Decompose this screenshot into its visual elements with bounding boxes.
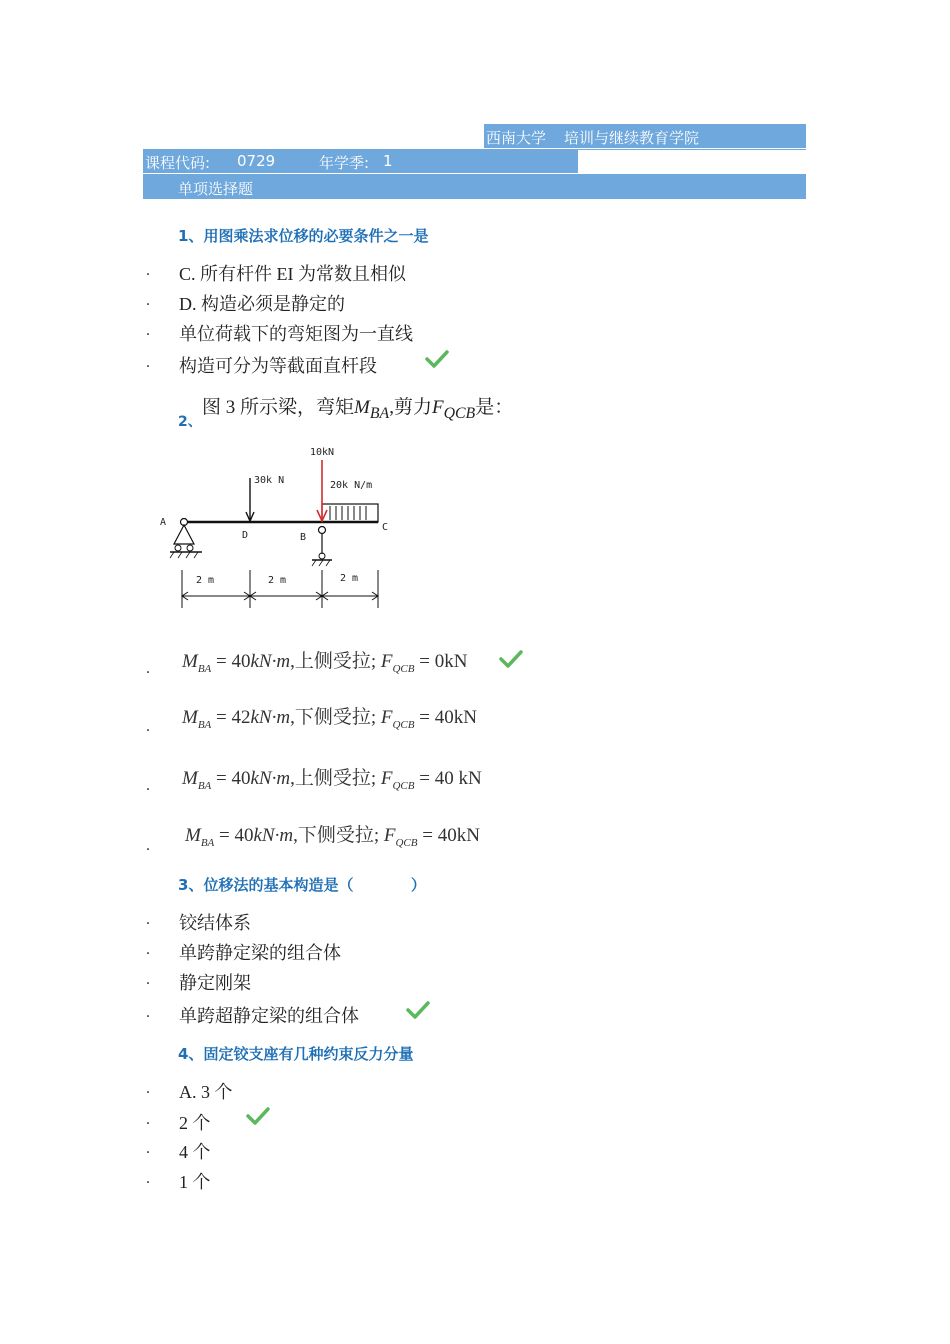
option-bullet: . <box>146 1080 150 1097</box>
q4-option-2[interactable]: 2 个 <box>179 1113 211 1133</box>
moment-unit: kN·m <box>253 825 294 846</box>
moment-unit: kN·m <box>250 768 291 789</box>
option-bullet: . <box>146 718 150 735</box>
q2-option-3[interactable]: $M_{BA} = 40kN\cdot m$,上侧受拉; $F_{QCB} = 40$ kN <box>182 768 482 792</box>
q3-option-4[interactable]: 单跨超静定梁的组合体 <box>179 1006 359 1026</box>
check-icon <box>246 1106 270 1126</box>
q1-option-4[interactable]: 构造可分为等截面直杆段 <box>179 356 377 376</box>
label-B: B <box>300 532 307 543</box>
moment-value: 42 <box>231 707 251 728</box>
label-A: A <box>160 517 167 528</box>
question-1 <box>178 225 428 246</box>
option-bullet: . <box>146 354 150 371</box>
option-bullet: . <box>146 322 150 339</box>
q4-option-3[interactable]: 4 个 <box>179 1142 211 1162</box>
label-D: D <box>242 530 249 541</box>
season: 1 <box>383 152 393 170</box>
shear-value: 40kN <box>437 825 480 846</box>
option-bullet: . <box>146 911 150 928</box>
shear-subscript: QCB <box>443 404 476 422</box>
support-b-pin <box>319 527 326 534</box>
course-code: 0729 <box>237 152 276 170</box>
question-number: 4、 <box>178 1045 204 1063</box>
label-C: C <box>382 522 389 533</box>
institute-name: 培训与继续教育学院 <box>564 129 700 147</box>
question-number: 3、 <box>178 876 204 894</box>
option-bullet: . <box>146 1111 150 1128</box>
header-course-bar <box>143 149 578 173</box>
shear-value: 0kN <box>434 651 468 672</box>
option-bullet: . <box>146 1004 150 1021</box>
shear-value: 40 kN <box>434 768 482 789</box>
school-name: 西南大学 <box>486 129 547 147</box>
q2-option-1[interactable]: $M_{BA} = 40kN\cdot m$,上侧受拉; $F_{QCB} = 0kN$ <box>182 651 468 675</box>
moment-subscript: BA <box>369 404 390 422</box>
question-3 <box>178 874 426 895</box>
tension-side: 下侧受拉 <box>294 707 371 728</box>
header-course-bar-right <box>578 149 806 174</box>
check-icon <box>499 649 523 669</box>
dim-2: 2 m <box>268 575 287 586</box>
label-20kNm: 20k N/m <box>330 480 373 491</box>
question-title: 位移法的基本构造是（ ） <box>203 876 426 894</box>
q4-option-1[interactable]: A. 3 个 <box>179 1082 233 1102</box>
section-title: 单项选择题 <box>178 180 254 198</box>
season-label: 年学季: <box>319 154 370 172</box>
tension-side: 下侧受拉 <box>297 825 374 846</box>
q1-option-3[interactable]: 单位荷载下的弯矩图为一直线 <box>179 324 413 344</box>
tension-side: 上侧受拉 <box>294 768 371 789</box>
option-bullet: . <box>146 777 150 794</box>
moment-unit: kN·m <box>250 707 291 728</box>
moment-unit: kN·m <box>250 651 291 672</box>
question-4 <box>178 1043 413 1064</box>
option-bullet: . <box>146 837 150 854</box>
section-title-bar <box>143 174 806 199</box>
header-institute-bar <box>484 124 806 148</box>
question-number: 1、 <box>178 227 204 245</box>
q2-option-2[interactable]: $M_{BA} = 42kN\cdot m$,下侧受拉; $F_{QCB} = 40kN$ <box>182 707 477 731</box>
check-icon <box>425 349 449 369</box>
option-bullet: . <box>146 971 150 988</box>
label-10kN: 10kN <box>310 447 335 458</box>
moment-value: 40 <box>231 651 251 672</box>
dim-3: 2 m <box>340 573 359 584</box>
q1-option-2[interactable]: D. 构造必须是静定的 <box>179 294 345 314</box>
question-title: 用图乘法求位移的必要条件之一是 <box>203 227 429 245</box>
q3-option-1[interactable]: 铰结体系 <box>179 913 251 933</box>
caption-prefix: 图 3 所示梁，弯矩 <box>202 397 355 418</box>
moment-value: 40 <box>234 825 254 846</box>
option-bullet: . <box>146 941 150 958</box>
shear-value: 40kN <box>434 707 477 728</box>
dim-1: 2 m <box>196 575 215 586</box>
q4-option-4[interactable]: 1 个 <box>179 1172 211 1192</box>
q1-option-1[interactable]: C. 所有杆件 EI 为常数且相似 <box>179 264 406 284</box>
option-bullet: . <box>146 262 150 279</box>
check-icon <box>406 1000 430 1020</box>
q3-option-3[interactable]: 静定刚架 <box>179 973 251 993</box>
beam-diagram <box>150 440 410 620</box>
shear-symbol: F <box>431 397 444 418</box>
option-bullet: . <box>146 660 150 677</box>
option-bullet: . <box>146 292 150 309</box>
q2-option-4[interactable]: $M_{BA} = 40kN\cdot m$,下侧受拉; $F_{QCB} = 40kN$ <box>185 825 480 849</box>
option-bullet: . <box>146 1140 150 1157</box>
course-code-label: 课程代码: <box>145 154 211 172</box>
support-a <box>174 525 194 544</box>
q3-option-2[interactable]: 单跨静定梁的组合体 <box>179 943 341 963</box>
tension-side: 上侧受拉 <box>294 651 371 672</box>
q2-caption <box>202 392 513 423</box>
option-bullet: . <box>146 1170 150 1187</box>
question-title: 固定铰支座有几种约束反力分量 <box>203 1045 414 1063</box>
moment-symbol: M <box>354 397 370 418</box>
label-30kN: 30k N <box>254 475 285 486</box>
caption-mid: ,剪力 <box>389 397 432 418</box>
question-number: 2、 <box>178 414 202 430</box>
moment-value: 40 <box>231 768 251 789</box>
caption-suffix: 是： <box>475 397 514 418</box>
